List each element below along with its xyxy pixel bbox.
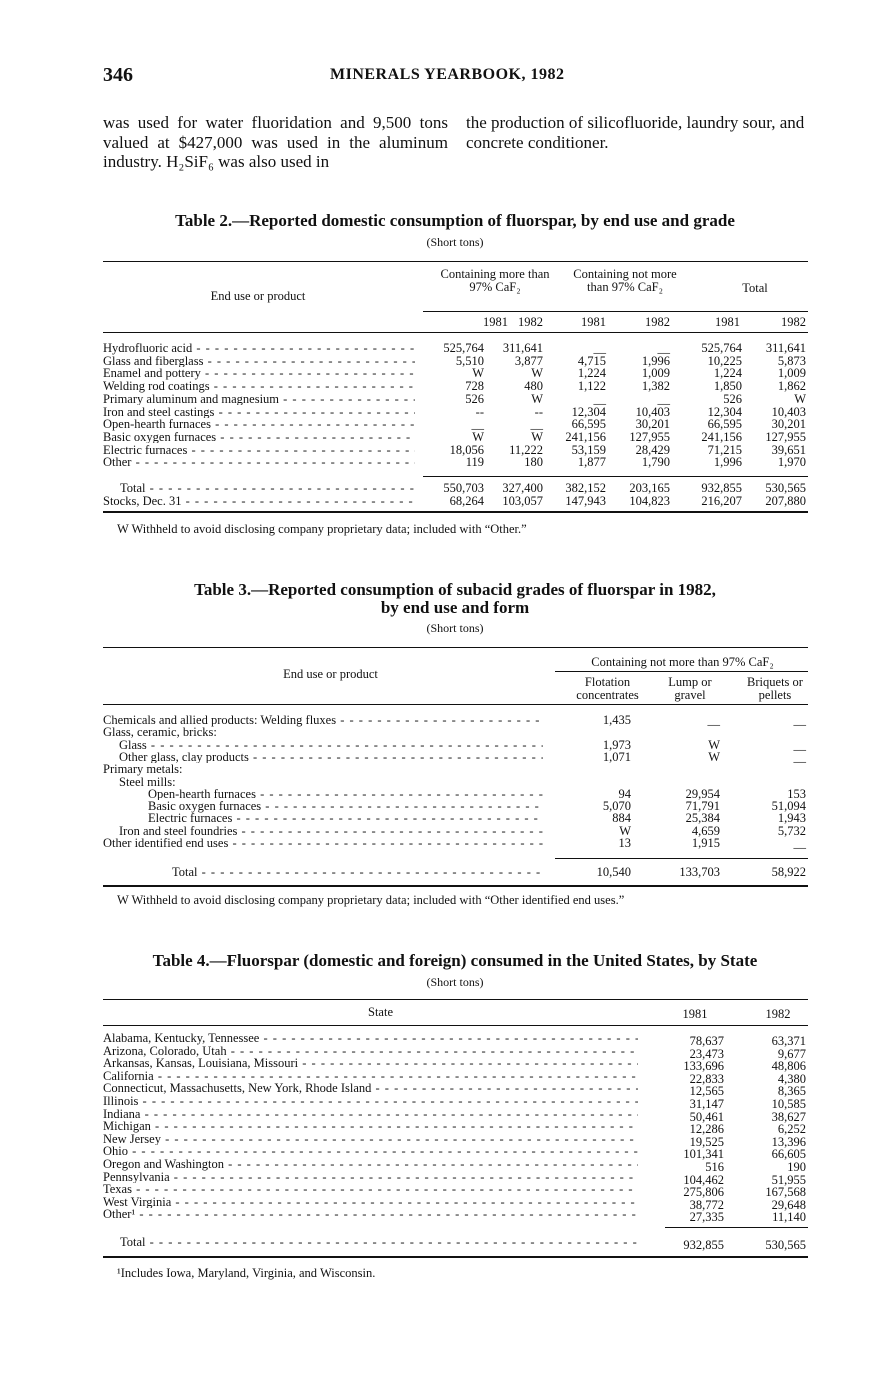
running-head: MINERALS YEARBOOK, 1982 <box>330 66 565 83</box>
table2-cell: 10,225 <box>707 353 742 368</box>
table4-total-cell: 530,565 <box>765 1238 806 1252</box>
table2-total-rule <box>423 476 808 477</box>
table4-cell: 38,627 <box>771 1109 806 1124</box>
table2-cell: 71,215 <box>707 442 742 457</box>
table3-cell: __ <box>707 713 720 727</box>
table2-cell: 1,122 <box>577 379 606 394</box>
table4-row-label: Alabama, Kentucky, Tennessee - - - <box>103 1032 638 1045</box>
table2-cell: 525,764 <box>701 341 742 355</box>
table2-cell: 311,641 <box>765 341 806 355</box>
table2-stocks-cell: 216,207 <box>701 494 742 508</box>
table2-cell: 10,403 <box>771 404 806 419</box>
table3-col-lump: Lump or gravel <box>668 675 712 702</box>
table3-title-line2: by end use and form <box>380 598 530 617</box>
table3-col-briquets: Briquets or pellets <box>747 675 803 702</box>
table2-total-cell: 203,165 <box>629 481 670 495</box>
table4-row-label: Indiana - - - <box>103 1108 638 1121</box>
table2-row-label: Hydrofluoric acid - - - <box>103 342 415 355</box>
table3-total-cell: 58,922 <box>771 865 806 879</box>
table3-cell: 1,435 <box>602 713 631 727</box>
table2-cell: W <box>531 366 543 381</box>
table4-cell: 51,955 <box>771 1172 806 1187</box>
table4-total-rule <box>665 1227 808 1228</box>
table3-cell: 13 <box>618 836 631 850</box>
table2-title: Table 2.—Reported domestic consumption of fluorspar, by end use and grade <box>175 211 735 230</box>
table2-year-header: 1982 <box>645 315 670 329</box>
table2-cell: W <box>472 429 484 444</box>
table2-cell: 66,595 <box>707 417 742 432</box>
table2-row-label: Basic oxygen furnaces - - - <box>103 431 415 444</box>
table4-row-label: Arkansas, Kansas, Louisiana, Missouri - - - <box>103 1057 638 1070</box>
table3-cell: 29,954 <box>685 786 720 801</box>
table2-year-header: 1982 <box>518 315 543 329</box>
table2-cell: 12,304 <box>571 404 606 419</box>
table2-top-rule <box>103 261 808 262</box>
table2-cell: 66,595 <box>571 417 606 432</box>
table3-cell: W <box>708 749 720 764</box>
table3-cell: __ <box>793 713 806 727</box>
table2-cell: 1,996 <box>713 455 742 470</box>
table4-total-cell: 932,855 <box>683 1238 724 1252</box>
table2-cell: 1,790 <box>641 455 670 470</box>
table4-cell: 38,772 <box>689 1197 724 1212</box>
table2-year-header: 1981 <box>483 315 508 329</box>
table2-cell: 1,224 <box>577 366 606 381</box>
table3-row-label: Steel mills: <box>119 775 176 788</box>
table3-row-label: Basic oxygen furnaces - - - <box>148 800 543 813</box>
table4-cell: 516 <box>705 1160 724 1174</box>
table2-cell: 1,862 <box>777 379 806 394</box>
table4-header-rule <box>103 1025 808 1026</box>
table4-row-label: West Virginia - - - <box>103 1196 638 1209</box>
table3-cell: 25,384 <box>685 811 720 826</box>
table2-cell: 119 <box>465 455 484 470</box>
table2-row-label: Primary aluminum and magnesium - - - <box>103 393 415 406</box>
table2-footnote: W Withheld to avoid disclosing company proprietary data; included with “Other.” <box>117 522 527 536</box>
table2-cell: W <box>794 391 806 406</box>
table2-cell: 11,222 <box>509 442 543 457</box>
table4-footnote: ¹Includes Iowa, Maryland, Virginia, and Wisconsin. <box>117 1266 376 1280</box>
table3-cell: __ <box>793 737 806 752</box>
table2-cell: 1,996 <box>641 353 670 368</box>
table2-total-label: Total - - - <box>120 482 415 495</box>
table2-cell: 30,201 <box>635 417 670 432</box>
table4-row-label: Illinois - - - <box>103 1095 638 1108</box>
table3-cell: W <box>708 737 720 752</box>
table2-group-1: Containing more than 97% CaF₂ <box>440 267 550 294</box>
table2-col-label: End use or product <box>210 289 306 303</box>
table4-bottom-rule <box>103 1256 808 1258</box>
table2-cell: 1,009 <box>777 366 806 381</box>
table3-top-rule <box>103 647 808 648</box>
table2-cell: 39,651 <box>771 442 806 457</box>
table2-cell: 10,403 <box>635 404 670 419</box>
table2-row-label: Glass and fiberglass - - - <box>103 355 415 368</box>
table2-cell: 180 <box>524 455 543 470</box>
table2-stocks-cell: 207,880 <box>765 494 806 508</box>
table2-stocks-cell: 147,943 <box>565 494 606 508</box>
table3-row-label: Electric furnaces - - - <box>148 812 543 825</box>
table4-cell: 48,806 <box>771 1059 806 1074</box>
table2-cell: 1,850 <box>713 379 742 394</box>
table2-cell: __ <box>657 341 670 355</box>
page-number: 346 <box>103 64 133 86</box>
table3-cell: 4,659 <box>691 823 720 838</box>
table4-cell: 6,252 <box>777 1122 806 1137</box>
table2-cell: 311,641 <box>502 341 543 355</box>
table2-cell: 4,715 <box>577 353 606 368</box>
table2-stocks-label: Stocks, Dec. 31 - - - <box>103 495 415 508</box>
table2-cell: 127,955 <box>629 429 670 444</box>
table4-row-label: Arizona, Colorado, Utah - - - <box>103 1045 638 1058</box>
table3-row-label: Other identified end uses - - - <box>103 837 543 850</box>
table4-row-label: Michigan - - - <box>103 1120 638 1133</box>
table4-row-label: Ohio - - - <box>103 1145 638 1158</box>
table4-year-1982: 1982 <box>765 1007 791 1021</box>
table2-cell: __ <box>657 391 670 406</box>
table4-row-label: Connecticut, Massachusetts, New York, Rhode Island - - - <box>103 1082 638 1095</box>
table3-cell: 51,094 <box>771 799 806 814</box>
table4-cell: 104,462 <box>683 1172 724 1187</box>
intro-column-1: was used for water fluoridation and 9,500 tons valued at $427,000 was used in the aluminum industry. H₂SiF₆ was also used in <box>103 113 448 171</box>
table4-cell: 190 <box>787 1160 806 1174</box>
table2-cell: 241,156 <box>701 429 742 444</box>
table4-cell: 78,637 <box>689 1034 724 1048</box>
table2-stocks-cell: 68,264 <box>449 494 484 508</box>
table3-cell: 153 <box>787 786 806 801</box>
table2-cell: 5,873 <box>777 353 806 368</box>
table4-cell: 275,806 <box>683 1185 724 1200</box>
table2-row-label: Enamel and pottery - - - <box>103 367 415 380</box>
table3-row-label: Iron and steel foundries - - - <box>119 825 543 838</box>
table3-cell: 1,915 <box>691 836 720 850</box>
table2-cell: __ <box>593 391 606 406</box>
table2-cell: W <box>472 366 484 381</box>
table4-year-1981: 1981 <box>682 1007 708 1021</box>
table4-cell: 101,341 <box>683 1147 724 1162</box>
table2-cell: W <box>531 429 543 444</box>
table3-col-label: End use or product <box>283 667 378 681</box>
table2-cell: 241,156 <box>565 429 606 444</box>
table2-year-header: 1982 <box>781 315 806 329</box>
table4-top-rule <box>103 999 808 1000</box>
table2-group-2: Containing not more than 97% CaF₂ <box>573 267 677 294</box>
table2-total-cell: 327,400 <box>502 481 543 495</box>
table3-total-cell: 133,703 <box>679 865 720 879</box>
table2-cell: __ <box>530 417 543 432</box>
table2-row-label: Open-hearth furnaces - - - <box>103 418 415 431</box>
table4-cell: 63,371 <box>771 1034 806 1048</box>
table4-total-label: Total - - - <box>120 1236 638 1249</box>
table4-cell: 11,140 <box>772 1210 806 1225</box>
table2-cell: __ <box>593 341 606 355</box>
table3-total-label: Total - - - <box>172 866 543 879</box>
table3-group: Containing not more than 97% CaF₂ <box>591 655 774 669</box>
table2-cell: 127,955 <box>765 429 806 444</box>
table3-header-rule <box>103 704 808 705</box>
table2-cell: 525,764 <box>443 341 484 355</box>
table4-row-label: Pennsylvania - - - <box>103 1171 638 1184</box>
table2-cell: 18,056 <box>449 442 484 457</box>
table2-cell: 1,877 <box>577 455 606 470</box>
table2-cell: 5,510 <box>455 353 484 368</box>
table3-row-label: Chemicals and allied products: Welding fluxes - - - <box>103 714 543 727</box>
table2-cell: -- <box>534 404 543 419</box>
table2-cell: 1,224 <box>713 366 742 381</box>
table3-row-label: Other glass, clay products - - - <box>119 751 543 764</box>
table4-cell: 23,473 <box>689 1046 724 1061</box>
table3-cell: 884 <box>612 811 631 826</box>
table2-cell: 53,159 <box>571 442 606 457</box>
table4-row-label: California - - - <box>103 1070 638 1083</box>
table4-cell: 66,605 <box>771 1147 806 1162</box>
table3-bottom-rule <box>103 885 808 887</box>
table2-total-cell: 932,855 <box>701 481 742 495</box>
table2-stocks-cell: 104,823 <box>629 494 670 508</box>
table2-cell: 1,009 <box>641 366 670 381</box>
table2-total-cell: 382,152 <box>565 481 606 495</box>
table4-row-label: Other¹ - - - <box>103 1208 638 1221</box>
table4-cell: 22,833 <box>689 1071 724 1086</box>
table2-cell: 3,877 <box>514 353 543 368</box>
table2-cell: 30,201 <box>771 417 806 432</box>
table4-cell: 167,568 <box>765 1185 806 1200</box>
table2-cell: 526 <box>723 391 742 406</box>
table2-cell: W <box>531 391 543 406</box>
table2-year-rule <box>423 311 808 312</box>
table3-title-line1: Table 3.—Reported consumption of subacid grades of fluorspar in 1982, <box>194 580 716 599</box>
table2-cell: 480 <box>524 379 543 394</box>
table4-cell: 9,677 <box>777 1046 806 1061</box>
table2-cell: 1,970 <box>777 455 806 470</box>
table3-cell: 71,791 <box>685 799 720 814</box>
table4-cell: 12,286 <box>689 1122 724 1137</box>
table4-cell: 133,696 <box>683 1059 724 1074</box>
table3-row-label: Primary metals: <box>103 763 183 776</box>
table3-cell: __ <box>793 749 806 764</box>
intro-column-2: the production of silicofluoride, laundry sour, and concrete conditioner. <box>466 113 805 152</box>
table3-subtitle: (Short tons) <box>426 621 484 635</box>
table3-cell: 94 <box>618 786 631 801</box>
table4-cell: 31,147 <box>689 1097 724 1111</box>
table3-cell: 1,973 <box>602 737 631 752</box>
table4-cell: 13,396 <box>771 1134 806 1149</box>
table4-cell: 29,648 <box>771 1197 806 1212</box>
table2-subtitle: (Short tons) <box>426 235 484 249</box>
table3-col-flotation: Flotation concentrates <box>576 675 639 702</box>
table3-total-cell: 10,540 <box>596 865 631 879</box>
table4-subtitle: (Short tons) <box>426 975 484 989</box>
table3-footnote: W Withheld to avoid disclosing company proprietary data; included with “Other identified end uses.” <box>117 893 625 907</box>
table2-cell: 526 <box>465 391 484 406</box>
table2-group-3: Total <box>742 281 768 295</box>
table4-row-label: Texas - - - <box>103 1183 638 1196</box>
table2-stocks-cell: 103,057 <box>502 494 543 508</box>
table2-total-cell: 530,565 <box>765 481 806 495</box>
table2-cell: __ <box>471 417 484 432</box>
table3-cell: __ <box>793 836 806 850</box>
table4-cell: 27,335 <box>689 1210 724 1225</box>
table3-total-rule <box>555 858 808 859</box>
table2-row-label: Welding rod coatings - - - <box>103 380 415 393</box>
table2-row-label: Other - - - <box>103 456 415 469</box>
table2-cell: -- <box>475 404 484 419</box>
table2-cell: 1,382 <box>641 379 670 394</box>
table3-group-rule <box>555 671 808 672</box>
table2-cell: 12,304 <box>707 404 742 419</box>
table4-cell: 10,585 <box>771 1097 806 1111</box>
table4-row-label: Oregon and Washington - - - <box>103 1158 638 1171</box>
table4-cell: 12,565 <box>689 1084 724 1099</box>
table4-cell: 8,365 <box>777 1084 806 1099</box>
table2-year-header: 1981 <box>715 315 740 329</box>
table2-total-cell: 550,703 <box>443 481 484 495</box>
table4-cell: 4,380 <box>777 1071 806 1086</box>
table2-row-label: Electric furnaces - - - <box>103 444 415 457</box>
table2-header-rule <box>103 332 808 333</box>
table4-title: Table 4.—Fluorspar (domestic and foreign) consumed in the United States, by State <box>152 951 758 970</box>
table3-cell: W <box>619 823 631 838</box>
table2-year-header: 1981 <box>581 315 606 329</box>
table3-cell: 1,943 <box>777 811 806 826</box>
table3-row-label: Glass, ceramic, bricks: <box>103 726 217 739</box>
table2-bottom-rule <box>103 511 808 513</box>
table3-cell: 1,071 <box>602 749 631 764</box>
table4-cell: 50,461 <box>689 1109 724 1124</box>
table3-row-label: Open-hearth furnaces - - - <box>148 788 543 801</box>
table4-cell: 19,525 <box>689 1134 724 1149</box>
table4-col-label: State <box>368 1005 393 1019</box>
table3-cell: 5,732 <box>777 823 806 838</box>
table2-row-label: Iron and steel castings - - - <box>103 406 415 419</box>
table3-cell: 5,070 <box>602 799 631 814</box>
table4-row-label: New Jersey - - - <box>103 1133 638 1146</box>
table2-cell: 28,429 <box>635 442 670 457</box>
table3-row-label: Glass - - - <box>119 739 543 752</box>
table2-cell: 728 <box>465 379 484 394</box>
